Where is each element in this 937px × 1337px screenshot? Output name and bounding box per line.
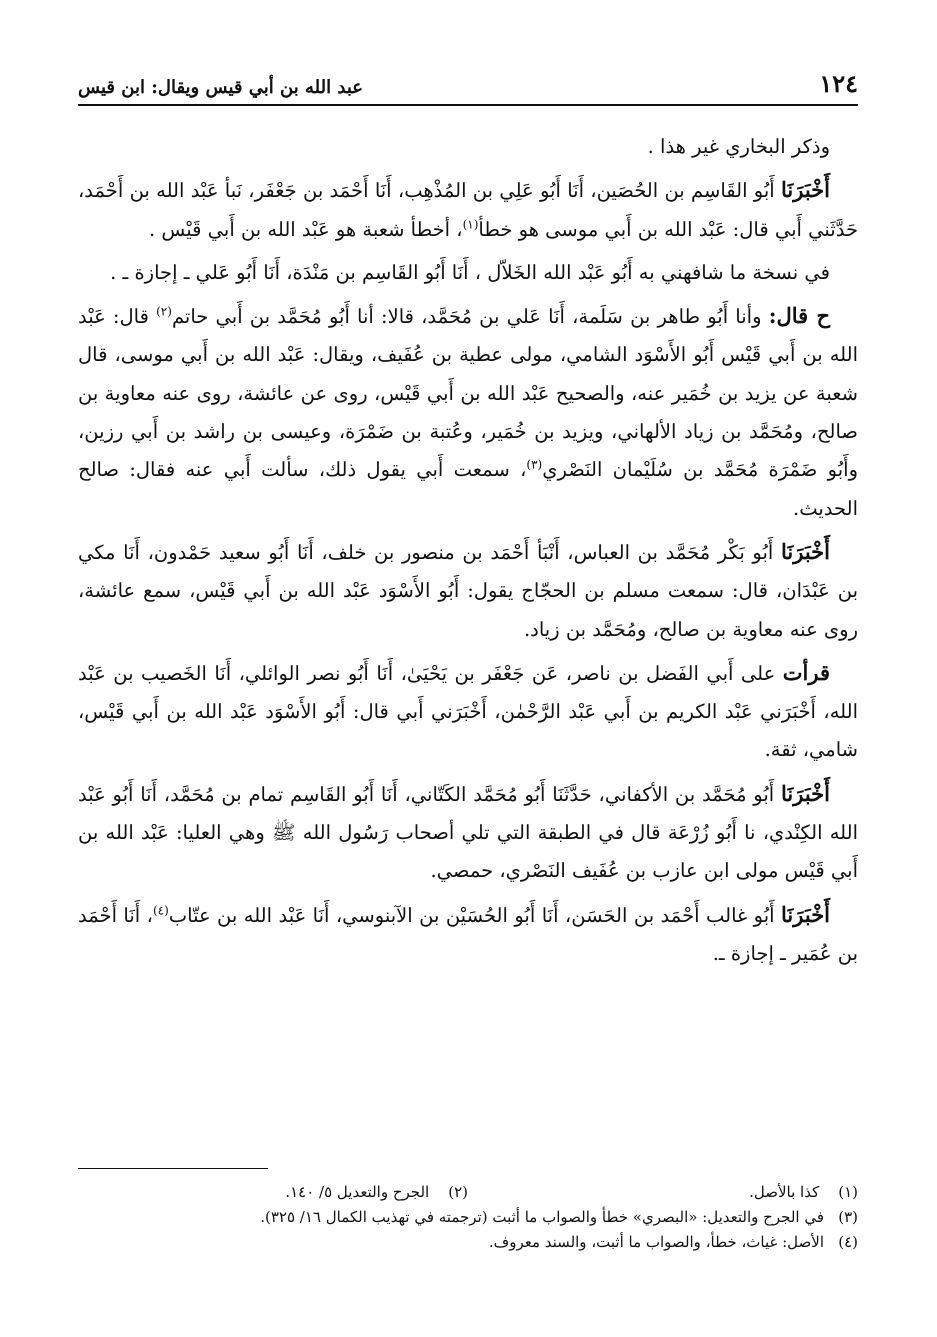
- paragraph-text: أَبُو مُحَمَّد بن الأكفاني، حَدَّثَنَا أَبُو مُحَمَّد الكَتّاني، أَنَا أَبُو القَاسِم تمام بن مُحَمَّد، أَنَا أَبُو عَبْد الله الكِنْدي، نا أَبُو زُرْعَة قال في الطبقة التي تلي أصحاب رَسُول الله ﷺ وهي العليا: عَبْد الله بن أَبي قَيْس مولى ابن عازب بن عُفَيف النَصْري، حمصي.: [78, 782, 858, 883]
- paragraph-text: على أَبي الفَضل بن ناصر، عَن جَعْفَر بن يَحْيَىٰ، أَنَا أَبُو نصر الوائلي، أَنَا الخَصيب بن عَبْد الله، أَخْبَرَني عَبْد الكريم بن أَبي عَبْد الرَّحْمٰن، أَخْبَرَني أَبي قال: أَبُو الأَسْوَد عَبْد الله بن أَبي قَيْس، شامي، ثقة.: [78, 661, 858, 762]
- paragraph: [78, 896, 858, 974]
- paragraph: [78, 254, 858, 292]
- paragraph-text: أَبُو بَكْر مُحَمَّد بن العباس، أَنْبَأ أَحْمَد بن منصور بن خلف، أَنَا أَبُو سعيد حَمْدون، أَنَا مكي بن عَبْدَان، قال: سمعت مسلم بن الحجّاج يقول: أَبُو الأَسْوَد عَبْد الله بن أَبي قَيْس، سمع عائشة، روى عنه معاوية بن صالح، ومُحَمَّد بن زياد.: [78, 540, 858, 641]
- footnote-4: [78, 1230, 858, 1255]
- footnote-number: (٢): [448, 1183, 468, 1201]
- paragraph: [78, 654, 858, 770]
- paragraph: [78, 297, 858, 528]
- footnote-2: [78, 1180, 468, 1205]
- page-number: ١٢٤: [819, 69, 858, 98]
- footnote-text: في الجرح والتعديل: «البصري» خطأ والصواب ما أثبت (ترجمته في تهذيب الكمال ١٦/ ٣٢٥).: [260, 1208, 824, 1226]
- footnote-ref: (٤): [152, 903, 169, 918]
- paragraph-text-tail: ، أخطأ شعبة هو عَبْد الله بن أَبي قَيْس .: [148, 217, 463, 241]
- paragraph-text: أَبُو غالب أَحْمَد بن الحَسَن، أَنَا أَبُو الحُسَيْن بن الآبنوسي، أَنَا عَبْد الله بن عتّاب: [168, 903, 775, 927]
- paragraph-lead: أَخْبَرَنَا: [781, 780, 830, 806]
- paragraph-text: وأنا أَبُو طاهر بن سَلَمة، أَنَا عَلي بن مُحَمَّد، قالا: أنا أَبُو مُحَمَّد بن أَبي حاتم: [171, 305, 762, 329]
- paragraph-text-tail: ، أَنَا أَحْمَد بن عُمَير ـ إجازة ـ.: [78, 903, 858, 965]
- paragraph-lead: أَخْبَرَنَا: [781, 901, 831, 927]
- paragraph-lead: أَخْبَرَنَا: [781, 177, 830, 203]
- running-title: عبد الله بن أبي قيس ويقال: ابن قيس: [78, 77, 364, 98]
- page-header: [78, 62, 858, 106]
- footnote-text: الجرح والتعديل ٥/ ١٤٠.: [285, 1183, 430, 1201]
- paragraph-lead: ح قال:: [768, 303, 830, 329]
- paragraph-text: في نسخة ما شافهني به أَبُو عَبْد الله الخَلاّل ، أَنَا أَبُو القَاسِم بن مَنْدَة، أَنَا أَبُو عَلي ـ إجازة ـ .: [110, 260, 830, 284]
- paragraph: [78, 171, 858, 249]
- paragraph: [78, 775, 858, 891]
- footnote-text: كذا بالأصل.: [749, 1183, 820, 1201]
- footnote-text: الأصل: غياث، خطأ، والصواب ما أثبت، والسند معروف.: [488, 1233, 824, 1251]
- footnote-ref: (١): [462, 217, 479, 232]
- footnote-ref: (٢): [156, 304, 172, 319]
- paragraph: [78, 128, 858, 166]
- footnote-3: [78, 1205, 858, 1230]
- footnote-divider: [78, 1168, 268, 1169]
- footnote-number: (١): [838, 1183, 858, 1201]
- footnote-number: (٤): [838, 1233, 858, 1251]
- main-text: [78, 128, 858, 978]
- paragraph-text-tail: قال: عَبْد الله بن أَبي قَيْس أَبُو الأَسْوَد الشامي، مولى عطية بن عُفَيف، ويقال: عَبْد الله بن أَبي موسى، قال شعبة عن يزيد بن خُمَير عنه، والصحيح عَبْد الله بن أَبي قَيْس، روى عن عائشة، روى عنه معاوية بن صالح، ومُحَمَّد بن زياد الألهاني، ويزيد بن خُمَير، وعُتبة بن ضَمْرَة، وعيسى بن راشد بن أَبي رزين، وأَبُو ضَمْرَة مُحَمَّد بن سُلَيْمان النَصْري: [78, 305, 858, 482]
- paragraph-text: وذكر البخاري غير هذا .: [647, 135, 830, 158]
- footnotes: [78, 1180, 858, 1255]
- footnote-number: (٣): [838, 1208, 858, 1226]
- paragraph-text: أَبُو القَاسِم بن الحُصَين، أَنَا أَبُو عَلِي بن المُذْهِب، أَنَا أَحْمَد بن جَعْفَر، نَبأ عَبْد الله بن أَحْمَد، حَدَّثَني أَبي قال: عَبْد الله بن أَبي موسى هو خطأ: [78, 179, 858, 241]
- paragraph: [78, 533, 858, 649]
- footnote-ref: (٣): [526, 457, 543, 472]
- footnote-row: [78, 1180, 858, 1205]
- paragraph-lead: قرأت: [782, 659, 830, 685]
- footnote-1: [468, 1180, 858, 1205]
- book-page: [78, 0, 858, 1337]
- paragraph-lead: أَخْبَرَنَا: [781, 538, 830, 564]
- paragraph-text-tail: ، سمعت أَبي يقول ذلك، سألت أَبي عنه فقال: صالح الحديث.: [78, 458, 858, 520]
